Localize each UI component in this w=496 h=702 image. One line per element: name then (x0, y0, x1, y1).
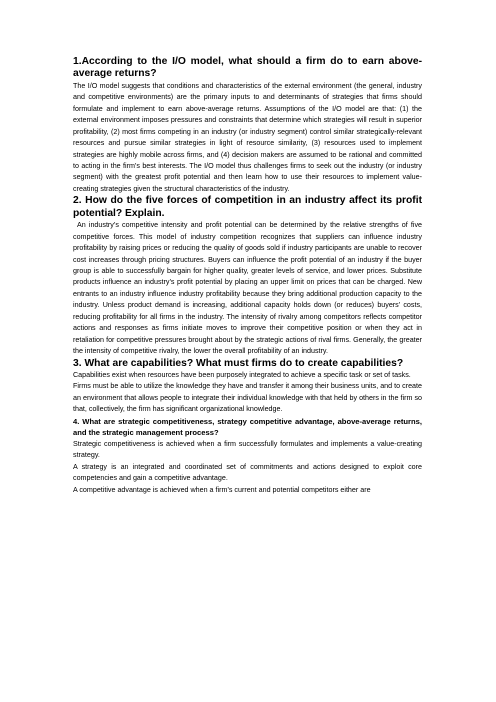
paragraph: Capabilities exist when resources have been purposely integrated to achieve a specific task or set of tasks. (73, 371, 411, 379)
document-content (73, 56, 422, 496)
paragraph: A competitive advantage is achieved when a firm’s current and potential competitors either are (73, 485, 371, 494)
section-heading: 4. What are strategic competitiveness, strategy competitive advantage, above-average returns, and the strategic management process? (73, 416, 422, 438)
section-heading: 1.According to the I/O model, what should a firm do to earn above-average returns? (73, 56, 422, 80)
paragraph: The I/O model suggests that conditions and characteristics of the external environment (the general, industry and competitive environments) are the primary inputs to and determinants of strategies that firms should formulate and implement to earn above-average returns. Assumptions of the I/O model are that: (1) the external environment imposes pressures and constraints that determine which strategies will result in superior profitability, (2) most firms competing in an industry (or industry segment) control similar strategically-relevant resources and pursue similar strategies in light of resource similarity, (3) resources used to implement strategies are highly mobile across firms, and (4) decision makers are assumed to be rational and committed to acting in the firm’s best interests. The I/O model thus challenges firms to seek out the industry (or industry segment) with the greatest profit potential and then learn how to use their resources to implement value-creating strategies given the structural characteristics of the industry. (73, 81, 422, 193)
section-heading: 2. How do the five forces of competition in an industry affect its profit potential? Explain. (73, 195, 422, 219)
paragraph: Firms must be able to utilize the knowledge they have and transfer it among their business units, and to create an environment that allows people to integrate their individual knowledge with that held by others in the firm so that, collectively, the firm has significant organizational knowledge. (73, 382, 422, 414)
section-2 (73, 195, 422, 357)
paragraph: A strategy is an integrated and coordinated set of commitments and actions designed to exploit core competencies and gain a competitive advantage. (73, 462, 422, 483)
paragraph: Strategic competitiveness is achieved when a firm successfully formulates and implements a value-creating strategy. (73, 440, 422, 460)
paragraph: An industry’s competitive intensity and profit potential can be determined by the relative strengths of five competitive forces. This model of industry competition recognizes that suppliers can influence industry profitability by raising prices or reducing the quality of goods sold if industry participants are unable to recover cost increases through pricing structures. Buyers can influence the profit potential of an industry if the buyer group is able to successfully bargain for higher quality, greater levels of service, and lower prices. Substitute products influence an industry’s profit potential by placing an upper limit on prices that can be charged. New entrants to an industry influence industry profitability because they bring additional production capacity to the industry. Unless product demand is increasing, additional capacity holds down (or reduces) buyers’ costs, reducing profitability for all firms in the industry. The intensity of rivalry among competitors reflects competitor actions and responses as firms initiate moves to improve their competitive position or when they act in retaliation for competitive pressures brought about by the strategic actions of rival firms. Generally, the greater the intensity of competitive rivalry, the lower the overall profitability of an industry. (73, 221, 422, 356)
section-heading: 3. What are capabilities? What must firms do to create capabilities? (73, 357, 404, 369)
section-1 (73, 56, 422, 195)
section-4 (73, 416, 422, 496)
section-3 (73, 358, 422, 416)
